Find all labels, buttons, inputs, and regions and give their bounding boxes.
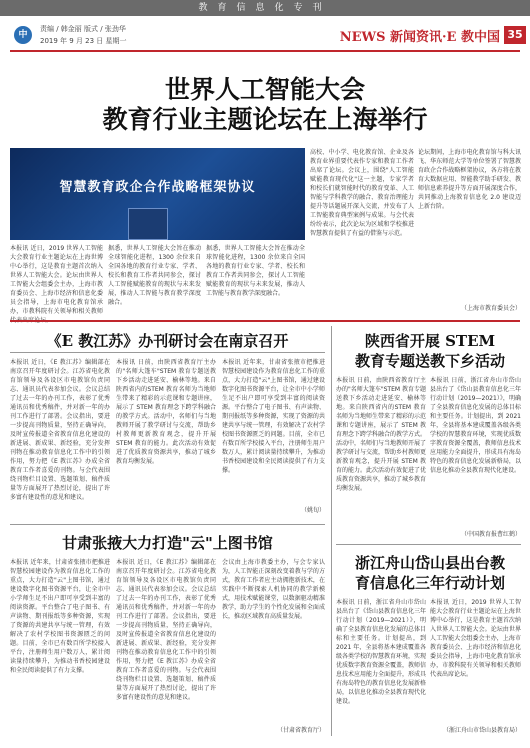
lead-divider — [10, 320, 520, 322]
lead-photo — [10, 148, 305, 240]
story4-body-col1: 本报讯 近年来，甘肃省张掖市把推进智慧校园建设作为教育信息化工作的重点，大力打造"云"上图书馆，通过建设数字化图书资源平台，让全市中小学师生足不出户即可享受到丰富的阅读资源。平台整合了电子图书、有声读物、期刊报纸等多种资源，实现了资源的共建共享与统一管理，有效解决了农村学校图书资源匮乏的问题。目前，全市已有数百所学校接入平台，注册师生用户数万人，累计阅读量持续攀升，为推动书香校园建设和全民阅读提供了有力支撑。 — [10, 559, 110, 674]
issue-banner: 教育信息化专刊 — [0, 0, 530, 16]
story3-byline: （中国教育报曹红鹤） — [460, 531, 521, 538]
header-divider — [10, 50, 520, 52]
story4-byline: （甘肃省教育厅） — [276, 727, 325, 734]
story4-headline: 甘肃张掖大力打造"云"上图书馆 — [62, 534, 273, 552]
photo-podium — [128, 208, 168, 240]
section-title: NEWS 新闻资讯·E 教中国 — [339, 30, 500, 45]
lead-body-col4: 论坛期间，上海市电化教育馆与科大讯飞、华东师范大学等单位签署了智慧教育政企合作战略框架协议，各方将在教育大数据应用、智能教学助手研发、教师信息素养提升等方面开展深度合作，共同推动上海教育信息化 2.0 建设迈上新台阶。 — [418, 149, 521, 210]
story4-body-col3: 会议由上海市教委主办，与会专家认为，人工智能正深刻改变着教与学的方式，教育工作者应主动拥抱新技术，在实践中不断探索人机协同的教学新模式，用技术赋能课堂，以数据驱动精准教学，助力学生的个性化发展和全面成长，推动区域教育高质量发展。 — [222, 559, 325, 620]
story5-body-col2: 本报讯 近日，2019 世界人工智能大会教育行业主题论坛在上海世博中心举行，这是教育主题首次纳入世界人工智能大会。论坛由世界人工智能大会组委会主办，上海市教育委员会、上海市经济和信息化委员会指导，上海市电化教育馆承办，市教科院有关领导和相关教师代表出席论坛。 — [430, 599, 521, 678]
story2-body-col3: 本报讯 近年来，甘肃省张掖市把推进智慧校园建设作为教育信息化工作的重点，大力打造"云"上图书馆，通过建设数字化图书资源平台，让全市中小学师生足不出户即可享受到丰富的阅读资源。平台整合了电子图书、有声读物、期刊报纸等多种资源，实现了资源的共建共享与统一管理，有效解决了农村学校图书资源匮乏的问题。目前，全市已有数百所学校接入平台，注册师生用户数万人，累计阅读量持续攀升，为推动书香校园建设和全民阅读提供了有力支撑。 — [222, 359, 325, 474]
story5-headline-line2: 育信息化三年行动计划 — [354, 574, 505, 592]
lead-headline-line2: 教育行业主题论坛在上海举行 — [102, 105, 428, 134]
story3-headline-line1: 陕西省开展 STEM — [364, 332, 496, 350]
photo-screen-text: 智慧教育政企合作战略框架协议 — [59, 180, 256, 195]
story3-bottom-rule — [336, 544, 521, 545]
story5-body-col1: 本报讯 日前，浙江省舟山市岱山县出台了《岱山县教育信息化三年行动计划（2019—2021）》，明确了全县教育信息化发展的总体目标和主要任务。计划提出，到 2021 年，全县将基本建成覆盖各级各类学校的智慧教育环境，实现优质数字教育资源全覆盖，教师信息技术应用能力全面提升，形成具有海岛特色的教育信息化发展新格局，以信息化推动全县教育现代化建设。 — [336, 599, 427, 705]
story2-title-rule — [10, 352, 325, 353]
editor-credits: 责编 / 韩金丽 版式 / 张劲华 — [40, 25, 126, 33]
story2-body-col1: 本报讯 近日，《E 教江苏》编辑部在南京召开年度研讨会。江苏省电化教育馆领导及各设区市电教馆负责同志、通讯员代表参加会议。会议总结了过去一年的办刊工作，表彰了优秀通讯员和优秀稿件，并对新一年的办刊工作进行了部署。会议指出，要进一步提高刊物质量，坚持正确导向，及时宣传报道全省教育信息化建设的新进展、新成果、新经验，充分发挥刊物在推动教育信息化工作中的引领作用，努力把《E 教江苏》办成全省教育工作者喜爱的刊物。与会代表围绕刊物栏目设置、选题策划、稿件质量等方面展开了热烈讨论，提出了许多富有建设性的意见和建议。 — [10, 359, 110, 501]
story2-byline: （姚旬） — [300, 507, 325, 514]
story2-body-col2: 本报讯 日前，由陕西省教育厅主办的"名师大篷车"STEM 教育专题送教下乡活动走进延安、榆林等地。来自陕西省内的STEM 教育名师为当地师生带来了精彩的示范课和专题讲座，展示了 STEM 教育理念下跨学科融合的教学方式。活动中，名师们与当地教师开展了教学研讨与交流，帮助乡村教师更新教育观念，提升开展 STEM 教育的能力。此次活动有效促进了优质教育资源共享，推动了城乡教育均衡发展。 — [116, 359, 216, 465]
story3-body-col2: 本报讯 日前，浙江省舟山市岱山县出台了《岱山县教育信息化三年行动计划（2019—2021）》，明确了全县教育信息化发展的总体目标和主要任务。计划提出，到 2021 年，全县将基本建成覆盖各级各类学校的智慧教育环境，实现优质数字教育资源全覆盖，教师信息技术应用能力全面提升，形成具有海岛特色的教育信息化发展新格局，以信息化推动全县教育现代化建设。 — [430, 377, 521, 474]
story2-bottom-rule — [10, 524, 325, 525]
story4-body-col2: 本报讯 近日，《E 教江苏》编辑部在南京召开年度研讨会。江苏省电化教育馆领导及各设区市电教馆负责同志、通讯员代表参加会议。会议总结了过去一年的办刊工作，表彰了优秀通讯员和优秀稿件，并对新一年的办刊工作进行了部署。会议指出，要进一步提高刊物质量，坚持正确导向，及时宣传报道全省教育信息化建设的新进展、新成果、新经验，充分发挥刊物在推动教育信息化工作中的引领作用，努力把《E 教江苏》办成全省教育工作者喜爱的刊物。与会代表围绕刊物栏目设置、选题策划、稿件质量等方面展开了热烈讨论，提出了许多富有建设性的意见和建议。 — [116, 559, 216, 701]
newspaper-logo-icon: 中 — [14, 26, 32, 44]
lead-byline: （上海市教育委员会） — [460, 305, 521, 312]
page-number: 35 — [504, 26, 526, 44]
lead-headline-line1: 世界人工智能大会 — [164, 75, 365, 104]
issue-date: 2019 年 9 月 23 日 星期一 — [40, 37, 127, 45]
story3-body-col1: 本报讯 日前，由陕西省教育厅主办的"名师大篷车"STEM 教育专题送教下乡活动走进延安、榆林等地。来自陕西省内的STEM 教育名师为当地师生带来了精彩的示范课和专题讲座，展示了 STEM 教育理念下跨学科融合的教学方式。活动中，名师们与当地教师开展了教学研讨与交流，帮助乡村教师更新教育观念，提升开展 STEM 教育的能力。此次活动有效促进了优质教育资源共享，推动了城乡教育均衡发展。 — [336, 377, 427, 492]
lead-body-col3: 高校、中小学、电化教育馆、企业及各教育业界重要代表作专家和教育工作者出席了论坛。会议上，围绕"人工智能赋能教育现代化"这一主题，专家学者和校长们就智能时代的教育变革、人工智能与学科教学的融合、教育治理能力提升等话题展开深入交流，并发布了人工智能教育典型案例与成果。与会代表纷纷表示，此次论坛为区域和学校推进智慧教育提供了有益的借鉴与示范。 — [310, 149, 414, 237]
story3-headline-line2: 教育专题送教下乡活动 — [354, 352, 505, 370]
lead-body-col2b: 据悉，世界人工智能大会旨在推动全球智能化进程，1300 余位来自全国各地的教育行业专家、学者、校长和教育工作者共同参会，探讨人工智能赋能教育的现状与未来发展，推动人工智能与教育教学深度融合。 — [206, 245, 305, 297]
story2-headline: 《E 教江苏》办刊研讨会在南京召开 — [46, 332, 289, 350]
story5-headline-line1: 浙江舟山岱山县出台教 — [354, 554, 505, 572]
page-header — [0, 22, 530, 50]
column-divider — [331, 326, 332, 736]
lead-body-col2: 据悉，世界人工智能大会旨在推动全球智能化进程，1300 余位来自全国各地的教育行业专家、学者、校长和教育工作者共同参会，探讨人工智能赋能教育的现状与未来发展，推动人工智能与教育教学深度融合。 — [108, 245, 201, 306]
story5-byline: （浙江舟山市岱山县教育局） — [442, 727, 521, 734]
lead-body-col1: 本报讯 近日，2019 世界人工智能大会教育行业主题论坛在上海世博中心举行，这是教育主题首次纳入世界人工智能大会。论坛由世界人工智能大会组委会主办，上海市教育委员会、上海市经济和信息化委员会指导，上海市电化教育馆承办，市教科院有关领导和相关教师 — [10, 245, 103, 315]
